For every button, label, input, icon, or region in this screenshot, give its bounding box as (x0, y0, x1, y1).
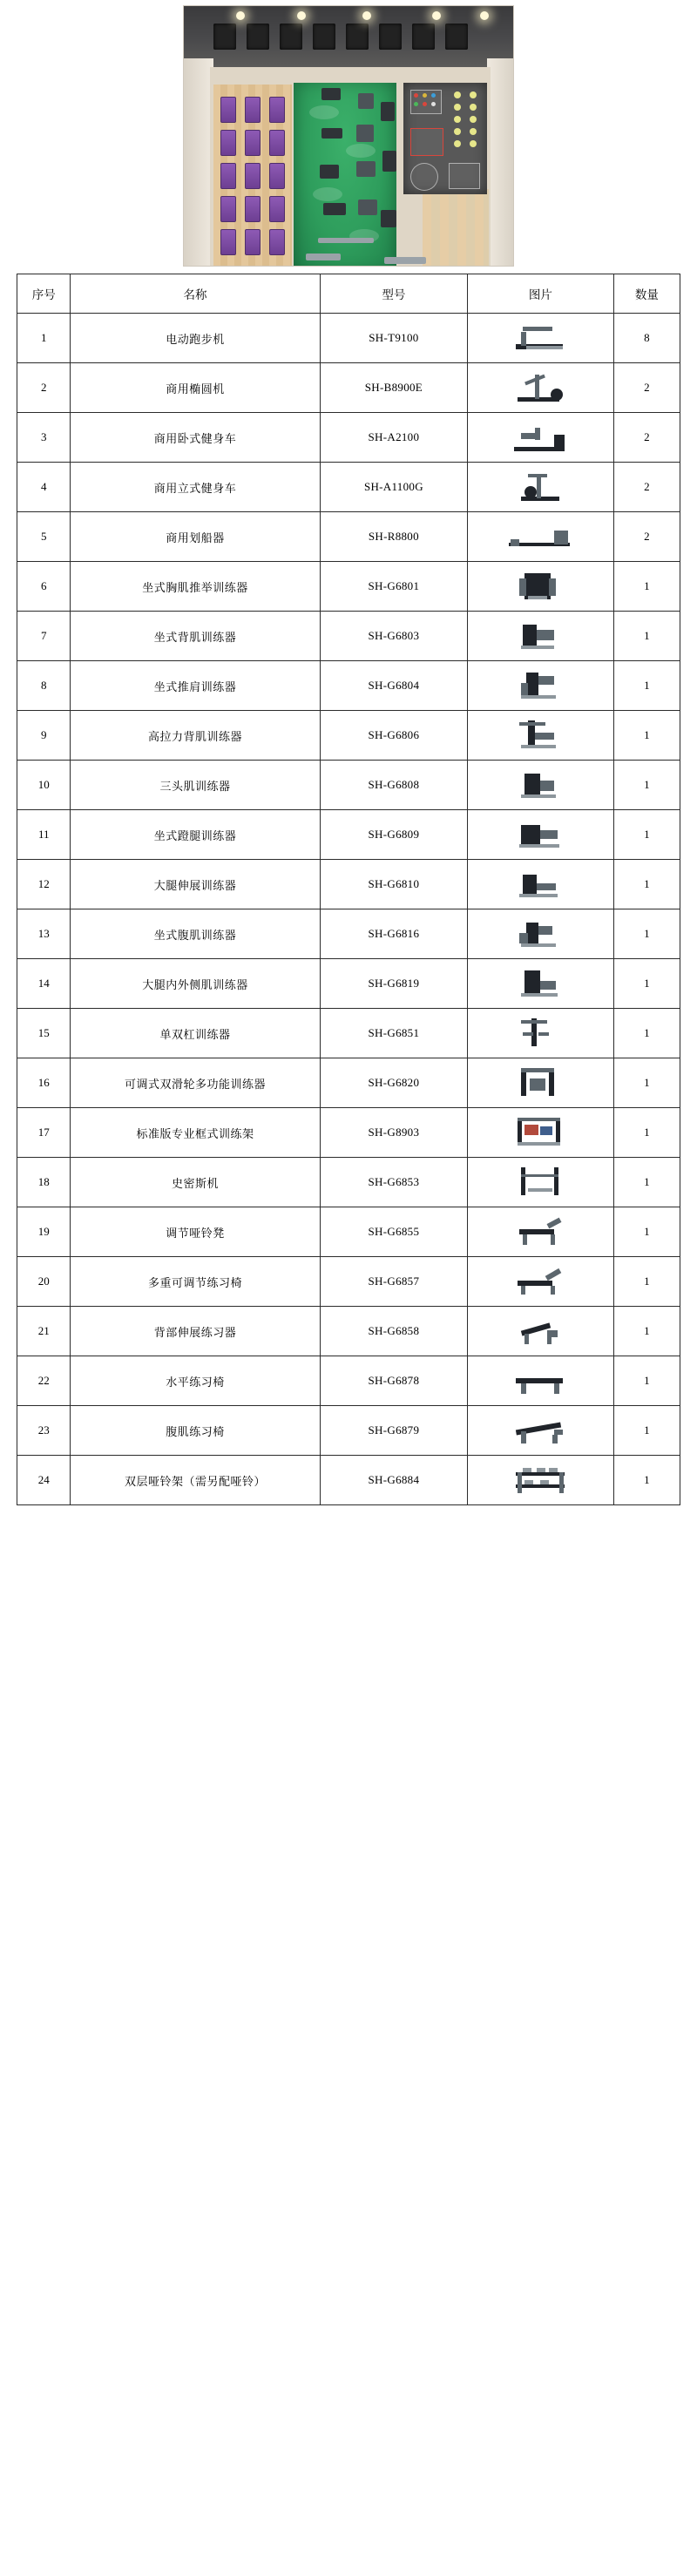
cell-no: 4 (17, 463, 71, 512)
cell-image (468, 512, 613, 562)
cell-qty: 1 (613, 1058, 680, 1108)
cell-qty: 1 (613, 959, 680, 1009)
table-row (17, 661, 680, 711)
cell-qty: 1 (613, 711, 680, 761)
document-page (0, 5, 697, 1505)
cell-name: 史密斯机 (71, 1158, 320, 1207)
cable-crossover-icon (470, 1063, 610, 1103)
ceiling-beam (379, 24, 402, 50)
cell-no: 22 (17, 1356, 71, 1406)
cell-name: 双层哑铃架（需另配哑铃） (71, 1456, 320, 1505)
ceiling-light (362, 11, 371, 20)
cell-image (468, 1158, 613, 1207)
table-row (17, 1058, 680, 1108)
cell-no: 7 (17, 612, 71, 661)
cell-image (468, 562, 613, 612)
rower-icon (470, 517, 610, 557)
equipment-unit (269, 163, 285, 189)
ceiling-light (480, 11, 489, 20)
cell-no: 15 (17, 1009, 71, 1058)
cell-model: SH-G8903 (320, 1108, 468, 1158)
grey-training-mat (403, 83, 487, 194)
cell-qty: 1 (613, 1406, 680, 1456)
equipment-unit (245, 229, 261, 255)
ceiling-light (432, 11, 441, 20)
table-row (17, 959, 680, 1009)
cell-name: 三头肌训练器 (71, 761, 320, 810)
cell-no: 12 (17, 860, 71, 909)
cell-qty: 1 (613, 1207, 680, 1257)
gym-machine (320, 165, 339, 179)
cell-model: SH-G6879 (320, 1406, 468, 1456)
cell-no: 23 (17, 1406, 71, 1456)
gym-machine (321, 88, 341, 100)
cell-qty: 1 (613, 909, 680, 959)
equipment-unit (220, 130, 236, 156)
lat-pulldown-icon (470, 715, 610, 755)
cell-no: 21 (17, 1307, 71, 1356)
gym-machine (323, 203, 346, 215)
cell-model: SH-G6806 (320, 711, 468, 761)
cell-no: 3 (17, 413, 71, 463)
cell-qty: 2 (613, 463, 680, 512)
gym-machine (381, 102, 395, 121)
cell-image (468, 1257, 613, 1307)
column-header-qty: 数量 (613, 274, 680, 314)
column-header-model: 型号 (320, 274, 468, 314)
cell-qty: 1 (613, 761, 680, 810)
ceiling-beam (213, 24, 236, 50)
cell-image (468, 612, 613, 661)
shoulder-press-icon (470, 666, 610, 706)
equipment-unit (245, 130, 261, 156)
column-header-no: 序号 (17, 274, 71, 314)
cell-qty: 1 (613, 860, 680, 909)
smith-machine-icon (470, 1162, 610, 1202)
ceiling-beam (346, 24, 369, 50)
cell-no: 1 (17, 314, 71, 363)
cell-image (468, 909, 613, 959)
column-header-image: 图片 (468, 274, 613, 314)
cell-no: 13 (17, 909, 71, 959)
gym-3d-floor-plan-image (183, 5, 514, 267)
cell-qty: 1 (613, 1356, 680, 1406)
table-row (17, 761, 680, 810)
gym-machine (384, 257, 426, 264)
cell-image (468, 1058, 613, 1108)
cell-no: 9 (17, 711, 71, 761)
table-row (17, 1158, 680, 1207)
cell-model: SH-G6853 (320, 1158, 468, 1207)
gym-rendering-figure (183, 5, 514, 267)
cell-name: 坐式胸肌推举训练器 (71, 562, 320, 612)
gym-machine (321, 128, 342, 139)
table-row (17, 562, 680, 612)
chest-press-icon (470, 566, 610, 606)
cell-no: 8 (17, 661, 71, 711)
recumbent-bike-icon (470, 417, 610, 457)
ceiling-beam (280, 24, 302, 50)
triceps-machine-icon (470, 765, 610, 805)
cell-image (468, 1207, 613, 1257)
gym-machine (382, 151, 396, 172)
cell-qty: 1 (613, 1257, 680, 1307)
cell-name: 坐式背肌训练器 (71, 612, 320, 661)
cell-qty: 1 (613, 1307, 680, 1356)
cell-name: 商用划船器 (71, 512, 320, 562)
table-row (17, 512, 680, 562)
cell-image (468, 860, 613, 909)
cell-name: 腹肌练习椅 (71, 1406, 320, 1456)
cell-model: SH-G6858 (320, 1307, 468, 1356)
cell-name: 商用椭圆机 (71, 363, 320, 413)
cell-image (468, 761, 613, 810)
power-rack-icon (470, 1112, 610, 1153)
cell-model: SH-G6819 (320, 959, 468, 1009)
cell-model: SH-G6803 (320, 612, 468, 661)
cell-name: 可调式双滑轮多功能训练器 (71, 1058, 320, 1108)
cell-image (468, 1108, 613, 1158)
table-row (17, 463, 680, 512)
cell-model: SH-G6810 (320, 860, 468, 909)
cell-no: 19 (17, 1207, 71, 1257)
cell-name: 电动跑步机 (71, 314, 320, 363)
cell-model: SH-G6820 (320, 1058, 468, 1108)
cell-no: 24 (17, 1456, 71, 1505)
adjustable-bench-icon (470, 1212, 610, 1252)
cell-image (468, 1307, 613, 1356)
cell-name: 水平练习椅 (71, 1356, 320, 1406)
table-row (17, 860, 680, 909)
cell-model: SH-A1100G (320, 463, 468, 512)
dumbbell-rack-icon (470, 1460, 610, 1500)
upright-bike-icon (470, 467, 610, 507)
cell-no: 17 (17, 1108, 71, 1158)
gym-floor (210, 67, 491, 266)
cell-name: 商用卧式健身车 (71, 413, 320, 463)
table-row (17, 1207, 680, 1257)
gym-machine (356, 161, 376, 177)
cell-no: 2 (17, 363, 71, 413)
cell-no: 20 (17, 1257, 71, 1307)
cell-no: 16 (17, 1058, 71, 1108)
equipment-specification-table (17, 274, 680, 1505)
ab-machine-icon (470, 914, 610, 954)
cell-qty: 1 (613, 1009, 680, 1058)
equipment-unit (245, 163, 261, 189)
leg-press-icon (470, 815, 610, 855)
gym-machine (381, 210, 396, 227)
cell-qty: 1 (613, 1456, 680, 1505)
table-row (17, 1108, 680, 1158)
cell-name: 背部伸展练习器 (71, 1307, 320, 1356)
cell-no: 14 (17, 959, 71, 1009)
table-row (17, 1307, 680, 1356)
equipment-unit (220, 97, 236, 123)
equipment-unit (245, 97, 261, 123)
equipment-unit (220, 163, 236, 189)
cell-qty: 1 (613, 562, 680, 612)
cell-model: SH-T9100 (320, 314, 468, 363)
equipment-unit (269, 130, 285, 156)
cell-model: SH-B8900E (320, 363, 468, 413)
cell-image (468, 314, 613, 363)
cell-no: 6 (17, 562, 71, 612)
table-row (17, 909, 680, 959)
cell-model: SH-G6804 (320, 661, 468, 711)
cell-no: 11 (17, 810, 71, 860)
equipment-unit (269, 229, 285, 255)
cell-qty: 8 (613, 314, 680, 363)
gym-machine (318, 238, 374, 243)
right-wall (487, 58, 513, 267)
gym-machine (306, 254, 341, 260)
cell-qty: 1 (613, 810, 680, 860)
table-row (17, 810, 680, 860)
left-wall (184, 58, 213, 267)
cell-image (468, 661, 613, 711)
cell-image (468, 711, 613, 761)
cell-model: SH-G6884 (320, 1456, 468, 1505)
cell-qty: 1 (613, 612, 680, 661)
cell-qty: 1 (613, 1158, 680, 1207)
cell-qty: 2 (613, 413, 680, 463)
ceiling-beam (313, 24, 335, 50)
table-row (17, 363, 680, 413)
gym-machine (356, 125, 374, 142)
cell-model: SH-G6851 (320, 1009, 468, 1058)
hip-adductor-icon (470, 963, 610, 1004)
ceiling-light (297, 11, 306, 20)
cell-no: 5 (17, 512, 71, 562)
cell-name: 大腿内外侧肌训练器 (71, 959, 320, 1009)
ab-bench-icon (470, 1410, 610, 1450)
table-row (17, 612, 680, 661)
table-row (17, 314, 680, 363)
cell-model: SH-G6878 (320, 1356, 468, 1406)
table-row (17, 1456, 680, 1505)
back-extension-icon (470, 1311, 610, 1351)
cell-name: 坐式蹬腿训练器 (71, 810, 320, 860)
multi-adjust-bench-icon (470, 1261, 610, 1302)
table-body (17, 314, 680, 1505)
cell-image (468, 1456, 613, 1505)
table-row (17, 1009, 680, 1058)
cell-name: 高拉力背肌训练器 (71, 711, 320, 761)
cell-model: SH-R8800 (320, 512, 468, 562)
ceiling-beam (412, 24, 435, 50)
table-header-row (17, 274, 680, 314)
cell-name: 大腿伸展训练器 (71, 860, 320, 909)
cell-image (468, 1406, 613, 1456)
cell-qty: 2 (613, 363, 680, 413)
ceiling-beam (445, 24, 468, 50)
back-machine-icon (470, 616, 610, 656)
cell-image (468, 810, 613, 860)
leg-extension-icon (470, 864, 610, 904)
cell-name: 调节哑铃凳 (71, 1207, 320, 1257)
table-row (17, 413, 680, 463)
cell-model: SH-G6801 (320, 562, 468, 612)
cell-image (468, 363, 613, 413)
gym-machine (358, 93, 374, 109)
table-row (17, 1257, 680, 1307)
cell-image (468, 1009, 613, 1058)
cell-name: 单双杠训练器 (71, 1009, 320, 1058)
cell-model: SH-G6855 (320, 1207, 468, 1257)
flat-bench-icon (470, 1361, 610, 1401)
ceiling-light (236, 11, 245, 20)
table-row (17, 1356, 680, 1406)
wood-floor-right (423, 189, 489, 267)
cell-image (468, 413, 613, 463)
column-header-name: 名称 (71, 274, 320, 314)
dip-chin-station-icon (470, 1013, 610, 1053)
cell-no: 10 (17, 761, 71, 810)
equipment-unit (269, 97, 285, 123)
equipment-unit (220, 229, 236, 255)
cell-image (468, 959, 613, 1009)
cell-name: 多重可调节练习椅 (71, 1257, 320, 1307)
equipment-unit (245, 196, 261, 222)
cell-model: SH-A2100 (320, 413, 468, 463)
table-row (17, 711, 680, 761)
equipment-unit (220, 196, 236, 222)
cell-model: SH-G6857 (320, 1257, 468, 1307)
cell-name: 坐式推肩训练器 (71, 661, 320, 711)
ceiling-beam (247, 24, 269, 50)
cell-qty: 1 (613, 661, 680, 711)
cell-model: SH-G6816 (320, 909, 468, 959)
cell-image (468, 1356, 613, 1406)
cell-model: SH-G6809 (320, 810, 468, 860)
gym-machine (358, 199, 377, 215)
equipment-unit (269, 196, 285, 222)
cell-name: 商用立式健身车 (71, 463, 320, 512)
table-row (17, 1406, 680, 1456)
treadmill-icon (470, 318, 610, 358)
cell-model: SH-G6808 (320, 761, 468, 810)
elliptical-icon (470, 368, 610, 408)
cell-image (468, 463, 613, 512)
cell-qty: 1 (613, 1108, 680, 1158)
cell-qty: 2 (613, 512, 680, 562)
cell-name: 标准版专业框式训练架 (71, 1108, 320, 1158)
cell-no: 18 (17, 1158, 71, 1207)
cell-name: 坐式腹肌训练器 (71, 909, 320, 959)
